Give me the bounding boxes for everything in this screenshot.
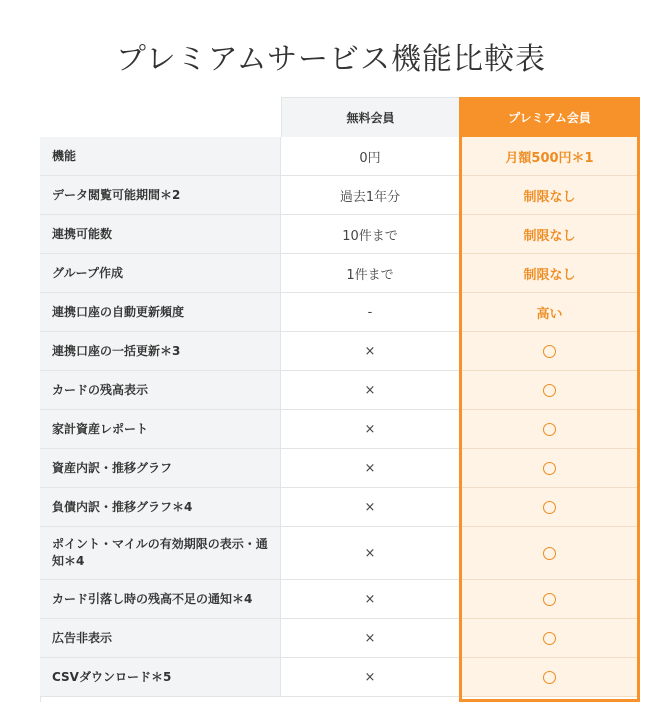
free-value: × <box>281 580 459 619</box>
feature-label: グループ作成 <box>40 254 281 293</box>
premium-available <box>459 332 640 371</box>
feature-label: カードの残高表示 <box>40 371 281 410</box>
circle-icon <box>543 501 556 514</box>
premium-available <box>459 580 640 619</box>
page-title: プレミアムサービス機能比較表 <box>115 42 547 78</box>
premium-value: 制限なし <box>459 215 640 254</box>
premium-value: 制限なし <box>459 254 640 293</box>
feature-label: 広告非表示 <box>40 619 281 658</box>
premium-available <box>459 658 640 697</box>
feature-label: データ閲覧可能期間＊2 <box>40 176 281 215</box>
feature-label: カード引落し時の残高不足の通知＊4 <box>40 580 281 619</box>
premium-available <box>459 488 640 527</box>
circle-icon <box>543 345 556 358</box>
free-value: × <box>281 449 459 488</box>
table-row <box>40 449 640 488</box>
table-row <box>40 332 640 371</box>
feature-label: 連携口座の自動更新頻度 <box>40 293 281 332</box>
feature-label: CSVダウンロード＊5 <box>40 658 281 697</box>
table-row <box>40 527 640 580</box>
feature-label: 機能 <box>40 137 281 176</box>
free-value: × <box>281 332 459 371</box>
free-value: 10件まで <box>281 215 459 254</box>
table-row <box>40 293 640 332</box>
circle-icon <box>543 384 556 397</box>
premium-available <box>459 371 640 410</box>
table-row <box>40 410 640 449</box>
table-row <box>40 619 640 658</box>
free-value: × <box>281 658 459 697</box>
feature-label: 連携口座の一括更新＊3 <box>40 332 281 371</box>
feature-label: ポイント・マイルの有効期限の表示・通知＊4 <box>40 527 281 580</box>
circle-icon <box>543 462 556 475</box>
table-row <box>40 371 640 410</box>
premium-available <box>459 410 640 449</box>
premium-available <box>459 527 640 580</box>
circle-icon <box>543 547 556 560</box>
free-value: × <box>281 619 459 658</box>
free-value: × <box>281 371 459 410</box>
feature-label: 負債内訳・推移グラフ＊4 <box>40 488 281 527</box>
table-row <box>40 254 640 293</box>
feature-label: 家計資産レポート <box>40 410 281 449</box>
feature-label: 資産内訳・推移グラフ <box>40 449 281 488</box>
premium-available <box>459 449 640 488</box>
free-value: 0円 <box>281 137 459 176</box>
free-value: × <box>281 527 459 580</box>
circle-icon <box>543 632 556 645</box>
table-row <box>40 658 640 697</box>
table-row <box>40 137 640 176</box>
table-row <box>40 176 640 215</box>
premium-member-header: プレミアム会員 <box>459 97 640 137</box>
premium-value: 制限なし <box>459 176 640 215</box>
free-member-header: 無料会員 <box>281 97 459 137</box>
free-value: × <box>281 410 459 449</box>
premium-value: 月額500円＊1 <box>459 137 640 176</box>
free-value: 過去1年分 <box>281 176 459 215</box>
feature-label: 連携可能数 <box>40 215 281 254</box>
circle-icon <box>543 593 556 606</box>
free-value: × <box>281 488 459 527</box>
table-row <box>40 580 640 619</box>
circle-icon <box>543 423 556 436</box>
table-row <box>40 215 640 254</box>
table-row <box>40 488 640 527</box>
premium-value: 高い <box>459 293 640 332</box>
circle-icon <box>543 671 556 684</box>
free-value: 1件まで <box>281 254 459 293</box>
premium-available <box>459 619 640 658</box>
free-value: - <box>281 293 459 332</box>
